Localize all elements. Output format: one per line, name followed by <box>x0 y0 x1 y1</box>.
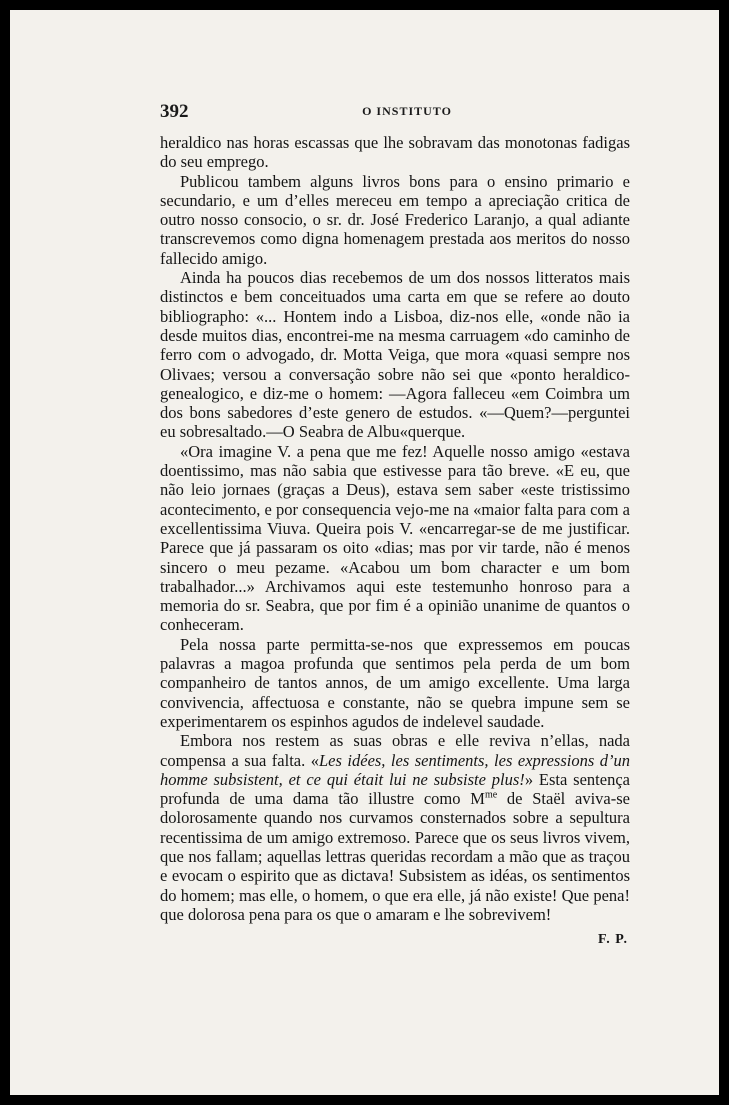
page-number: 392 <box>160 101 189 122</box>
paragraph <box>160 731 630 924</box>
paragraph: heraldico nas horas escassas que lhe sobravam das monotonas fadigas do seu emprego. <box>160 133 630 172</box>
paragraph: «Ora imagine V. a pena que me fez! Aquelle nosso amigo «estava doentissimo, mas não sabia que estivesse para tão breve. «E eu, que não leio jornaes (graças a Deus), estava sem saber «este tristissimo acontecimento, e por consequencia vejo-me na «maior falta para com a excellentissima Viuva. Queira pois V. «encarregar-se de me justificar. Parece que já passaram os oito «dias; mas por vir tarde, não é menos sincero o meu pezame. «Acabou um bom character e um bom trabalhador...» Archivamos aqui este testemunho honroso para a memoria do sr. Seabra, que por fim é a opinião unanime de quantos o conheceram. <box>160 441 630 635</box>
page-header <box>160 101 654 121</box>
superscript: me <box>484 789 498 801</box>
paragraph: Pela nossa parte permitta-se-nos que expressemos em poucas palavras a magoa profunda que sentimos pela perda de um bom companheiro de tantos annos, de um amigo excellente. Uma larga convivencia, affectuosa e constante, não se quebra impune sem se experimentarem os espinhos agudos de indelevel saudade. <box>160 634 630 731</box>
document-page <box>10 10 719 1095</box>
paragraph: Publicou tambem alguns livros bons para o ensino primario e secundario, e um d’elles mereceu em tempo a apreciação critica de outro nosso consocio, o sr. dr. José Frederico Laranjo, a qual adiante transcrevemos como digna homenagem prestada aos meritos do nosso fallecido amigo. <box>160 171 630 268</box>
signature: F. P. <box>597 932 628 948</box>
body-text <box>160 133 630 949</box>
text-run: Embora nos restem as suas obras e elle reviva n’ellas, nada compensa a sua falta. « <box>160 731 630 770</box>
paragraph: Ainda ha poucos dias recebemos de um dos nossos litteratos mais distinctos e bem conceituados uma carta em que se refere ao douto bibliographo: «... Hontem indo a Lisboa, diz-nos elle, «onde não ia desde muitos dias, encontrei-me na mesma carruagem «do caminho de ferro com o advogado, dr. Motta Veiga, que mora «quasi sempre nos Olivaes; versou a conversação sobre não sei que «ponto heraldico-genealogico, e diz-me o homem: —Agora falleceu «em Coimbra um dos bons sabedores d’este genero de estudos. «—Quem?—perguntei eu sobresaltado.—O Seabra de Albu«querque. <box>160 268 630 442</box>
running-head: O INSTITUTO <box>362 104 452 118</box>
text-run: » Esta sentença profunda de uma dama tão illustre como M <box>160 769 630 809</box>
french-quote: Les idées, les sentiments, les expressions d’un homme subsistent, et ce qui était lui ne subsiste plus! <box>160 750 630 789</box>
text-run: de Staël aviva-se dolorosamente quando nos curvamos consternados sobre a sepultura recentissima de um amigo extremoso. Parece que os seus livros vivem, que nos fallam; aquellas lettras queridas recordam a mão que as traçou e evocam o espirito que as dictava! Subsistem as idéas, os sentimentos do homem; mas elle, o homem, o que era elle, já não existe! Que pena! que dolorosa pena para os que o amaram e lhe sobrevivem! <box>160 789 630 924</box>
